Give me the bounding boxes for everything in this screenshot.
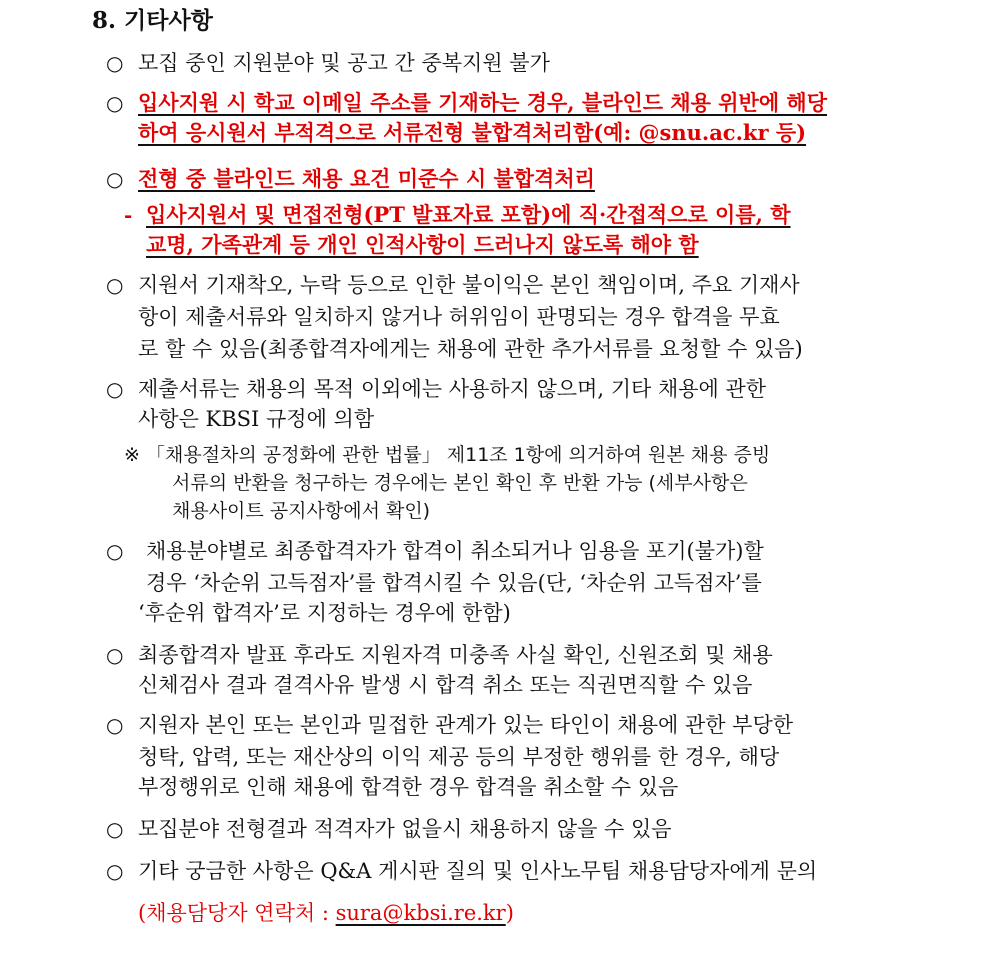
bullet-icon: ○ (106, 643, 124, 667)
bullet-icon: ○ (106, 539, 124, 563)
note-text: 서류의 반환을 청구하는 경우에는 본인 확인 후 반환 가능 (세부사항은 (172, 472, 748, 494)
bullet-icon: ○ (106, 273, 124, 297)
list-item: ‘후순위 합격자’로 지정하는 경우에 한함) (138, 601, 511, 625)
list-item: 청탁, 압력, 또는 재산상의 이익 제공 등의 부정한 행위를 한 경우, 해당 (138, 745, 780, 769)
list-item: 사항은 KBSI 규정에 의함 (138, 407, 375, 431)
contact-prefix: (채용담당자 연락처 : (138, 901, 336, 925)
list-item: 신체검사 결과 결격사유 발생 시 합격 취소 또는 직권면직할 수 있음 (138, 673, 753, 697)
bullet-icon: ○ (106, 91, 124, 115)
list-item: 입사지원 시 학교 이메일 주소를 기재하는 경우, 블라인드 채용 위반에 해당 (138, 90, 827, 115)
sub-item: 입사지원서 및 면접전형(PT 발표자료 포함)에 직·간접적으로 이름, 학 (146, 202, 791, 227)
list-item: 제출서류는 채용의 목적 이외에는 사용하지 않으며, 기타 채용에 관한 (138, 377, 767, 401)
contact-suffix: ) (505, 901, 514, 925)
list-item: 지원서 기재착오, 누락 등으로 인한 불이익은 본인 책임이며, 주요 기재사 (138, 273, 800, 297)
list-item: 채용분야별로 최종합격자가 합격이 취소되거나 임용을 포기(불가)할 (146, 539, 764, 563)
bullet-icon: ○ (106, 817, 124, 841)
note-icon: ※ (124, 444, 140, 466)
contact-line (138, 898, 514, 928)
list-item: 로 할 수 있음(최종합격자에게는 채용에 관한 추가서류를 요청할 수 있음) (138, 337, 803, 361)
list-item: 모집분야 전형결과 적격자가 없을시 채용하지 않을 수 있음 (138, 817, 672, 841)
list-item: 하여 응시원서 부적격으로 서류전형 불합격처리함(예: @snu.ac.kr 등) (138, 120, 807, 145)
note-text: 채용사이트 공지사항에서 확인) (172, 500, 431, 522)
note-text: 「채용절차의 공정화에 관한 법률」 제11조 1항에 의거하여 원본 채용 증빙 (146, 444, 771, 466)
bullet-icon: ○ (106, 859, 124, 883)
bullet-icon: ○ (106, 377, 124, 401)
list-item: 전형 중 블라인드 채용 요건 미준수 시 불합격처리 (138, 166, 595, 191)
list-item: 부정행위로 인해 채용에 합격한 경우 합격을 취소할 수 있음 (138, 775, 679, 799)
list-item: 모집 중인 지원분야 및 공고 간 중복지원 불가 (138, 51, 550, 75)
list-item: 기타 궁금한 사항은 Q&A 게시판 질의 및 인사노무팀 채용담당자에게 문의 (138, 859, 818, 883)
sub-item: 교명, 가족관계 등 개인 인적사항이 드러나지 않도록 해야 함 (146, 232, 699, 257)
list-item: 최종합격자 발표 후라도 지원자격 미충족 사실 확인, 신원조회 및 채용 (138, 643, 773, 667)
bullet-icon: ○ (106, 167, 124, 191)
section-title: 8. 기타사항 (92, 7, 213, 34)
list-item: 지원자 본인 또는 본인과 밀접한 관계가 있는 타인이 채용에 관한 부당한 (138, 713, 794, 737)
list-item: 경우 ‘차순위 고득점자’를 합격시킬 수 있음(단, ‘차순위 고득점자’를 (146, 571, 762, 595)
list-item: 항이 제출서류와 일치하지 않거나 허위임이 판명되는 경우 합격을 무효 (138, 305, 780, 329)
bullet-icon: ○ (106, 713, 124, 737)
bullet-icon: ○ (106, 51, 124, 75)
contact-email-link[interactable]: sura@kbsi.re.kr (335, 901, 506, 925)
dash-icon: - (124, 203, 133, 227)
